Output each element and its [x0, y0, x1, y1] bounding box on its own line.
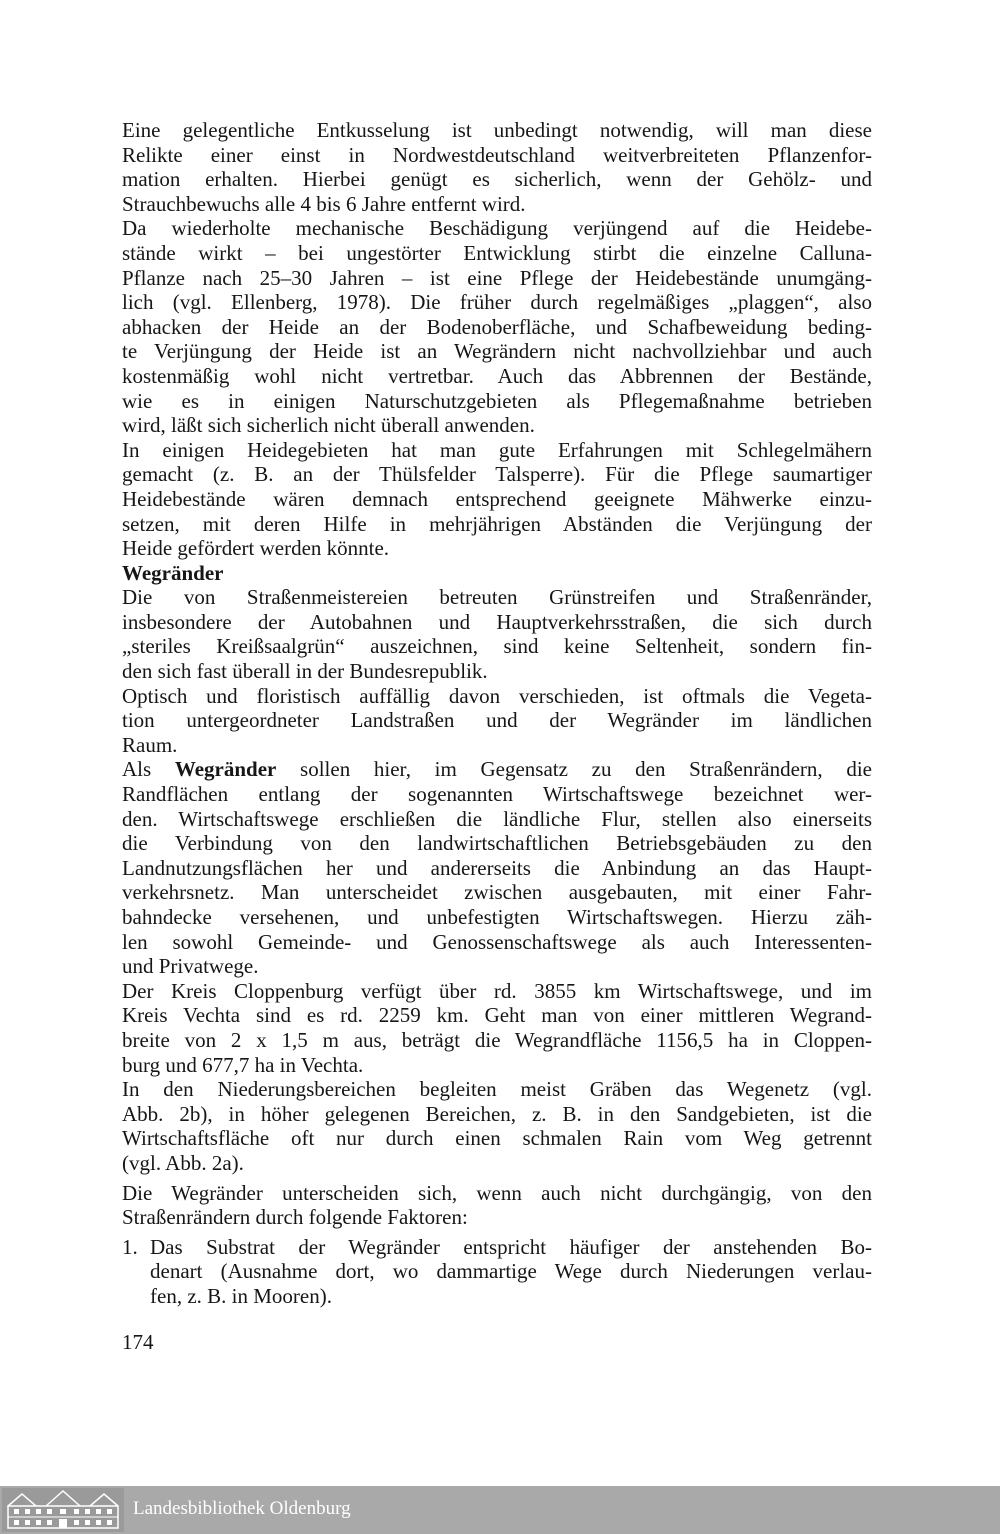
- paragraph-strassenraender: [122, 585, 872, 683]
- text-line: In einigen Heidegebieten hat man gute Erfahrungen mit Schlegelmähern: [122, 437, 872, 462]
- text-line: kostenmäßig wohl nicht vertretbar. Auch das Abbrennen der Bestände,: [122, 363, 872, 388]
- text-line: Raum.: [122, 732, 178, 757]
- text-line: Relikte einer einst in Nordwestdeutschland weitverbreiteten Pflanzenfor-: [122, 142, 872, 167]
- definition-rest: sollen hier, im Gegensatz zu den Straßenrändern, die: [300, 757, 873, 782]
- text-line: stände wirkt – bei ungestörter Entwicklung stirbt die einzelne Calluna-: [122, 240, 872, 265]
- text-line: Der Kreis Cloppenburg verfügt über rd. 3855 km Wirtschaftswege, und im: [122, 978, 872, 1003]
- text-line: Straßenrändern durch folgende Faktoren:: [122, 1205, 468, 1230]
- paragraph-pflege: [122, 216, 872, 437]
- definition-term: Wegränder: [174, 757, 277, 782]
- text-line: Eine gelegentliche Entkusselung ist unbedingt notwendig, will man diese: [122, 118, 872, 142]
- text-line: Die von Straßenmeistereien betreuten Grünstreifen und Straßenränder,: [122, 585, 872, 610]
- text-line: [122, 757, 872, 782]
- text-line: insbesondere der Autobahnen und Hauptverkehrsstraßen, die sich durch: [122, 609, 872, 634]
- text-line: Heidebestände wären demnach entsprechend geeignete Mähwerke einzu-: [122, 486, 872, 511]
- text-line: bahndecke versehenen, und unbefestigten Wirtschaftswegen. Hierzu zäh-: [122, 905, 872, 929]
- text-line: Heide gefördert werden könnte.: [122, 536, 390, 561]
- text-line: Wirtschaftsfläche oft nur durch einen schmalen Rain vom Weg getrennt: [122, 1126, 872, 1151]
- text-line: „steriles Kreißsaalgrün“ auszeichnen, sind keine Seltenheit, sondern fin-: [122, 634, 872, 659]
- paragraph-entkusselung: [122, 118, 872, 216]
- paragraph-faktoren: [122, 1181, 872, 1230]
- text-line: burg und 677,7 ha in Vechta.: [122, 1052, 364, 1077]
- text-line: wird, läßt sich sicherlich nicht überall anwenden.: [122, 413, 535, 438]
- text-line: len sowohl Gemeinde- und Genossenschaftswege als auch Interessenten-: [122, 929, 872, 954]
- text-line: mation erhalten. Hierbei genügt es sicherlich, wenn der Gehölz- und: [122, 167, 872, 192]
- text-line: Abb. 2b), in höher gelegenen Bereichen, z. B. in den Sandgebieten, ist die: [122, 1101, 872, 1126]
- text-line: Die Wegränder unterscheiden sich, wenn auch nicht durchgängig, von den: [122, 1180, 872, 1205]
- paragraph-definition: [122, 757, 872, 978]
- text-line: den sich fast überall in der Bundesrepublik.: [122, 659, 488, 684]
- paragraph-niederung: [122, 1077, 872, 1175]
- text-line: gemacht (z. B. an der Thülsfelder Talsperre). Für die Pflege saumartiger: [122, 462, 872, 487]
- list-body: [150, 1235, 872, 1309]
- list-number: 1.: [122, 1234, 138, 1259]
- text-line: Da wiederholte mechanische Beschädigung verjüngend auf die Heidebe-: [122, 216, 872, 241]
- page-number: 174: [122, 1330, 154, 1354]
- text-line: Pflanze nach 25–30 Jahren – ist eine Pflege der Heidebestände unumgäng-: [122, 265, 872, 290]
- definition-prefix: Als: [122, 757, 152, 782]
- text-line: setzen, mit deren Hilfe in mehrjährigen Abständen die Verjüngung der: [122, 511, 872, 536]
- text-line: In den Niederungsbereichen begleiten meist Gräben das Wegenetz (vgl.: [122, 1077, 872, 1102]
- text-line: te Verjüngung der Heide ist an Wegrändern nicht nachvollziehbar und auch: [122, 339, 872, 364]
- text-line: verkehrsnetz. Man unterscheidet zwischen ausgebauten, mit einer Fahr-: [122, 880, 872, 905]
- text-line: tion untergeordneter Landstraßen und der Wegränder im ländlichen: [122, 708, 872, 733]
- text-line: Optisch und floristisch auffällig davon verschieden, ist oftmals die Vegeta-: [122, 683, 872, 708]
- library-building-icon: [2, 1488, 124, 1532]
- text-line: und Privatwege.: [122, 954, 259, 979]
- text-line: Landnutzungsflächen her und andererseits die Anbindung an das Haupt-: [122, 855, 872, 880]
- text-line: abhacken der Heide an der Bodenoberfläche, und Schafbeweidung beding-: [122, 314, 872, 339]
- library-name: Landesbibliothek Oldenburg: [133, 1498, 351, 1519]
- text-line: Kreis Vechta sind es rd. 2259 km. Geht man von einer mittleren Wegrand-: [122, 1003, 872, 1028]
- paragraph-kreis: [122, 979, 872, 1077]
- paragraph-vegetation: [122, 684, 872, 758]
- text-line: denart (Ausnahme dort, wo dammartige Wege durch Niederungen verlau-: [150, 1259, 872, 1284]
- text-line: (vgl. Abb. 2a).: [122, 1150, 244, 1175]
- text-line: fen, z. B. in Mooren).: [150, 1283, 332, 1308]
- text-line: Strauchbewuchs alle 4 bis 6 Jahre entfernt wird.: [122, 191, 526, 216]
- list-item: [122, 1235, 872, 1309]
- text-line: den. Wirtschaftswege erschließen die ländliche Flur, stellen also einerseits: [122, 806, 872, 831]
- text-line: wie es in einigen Naturschutzgebieten als Pflegemaßnahme betrieben: [122, 388, 872, 413]
- text-line: die Verbindung von den landwirtschaftlichen Betriebsgebäuden zu den: [122, 831, 872, 856]
- body-text: [122, 118, 872, 1309]
- text-line: Randflächen entlang der sogenannten Wirtschaftswege bezeichnet wer-: [122, 782, 872, 807]
- paragraph-schlegelmaeher: [122, 438, 872, 561]
- library-footer: [0, 1486, 1000, 1534]
- text-line: Das Substrat der Wegränder entspricht häufiger der anstehenden Bo-: [150, 1234, 872, 1259]
- text-line: breite von 2 x 1,5 m aus, beträgt die Wegrandfläche 1156,5 ha in Cloppen-: [122, 1027, 872, 1052]
- text-line: lich (vgl. Ellenberg, 1978). Die früher durch regelmäßiges „plaggen“, also: [122, 290, 872, 315]
- section-heading: Wegränder: [122, 560, 224, 585]
